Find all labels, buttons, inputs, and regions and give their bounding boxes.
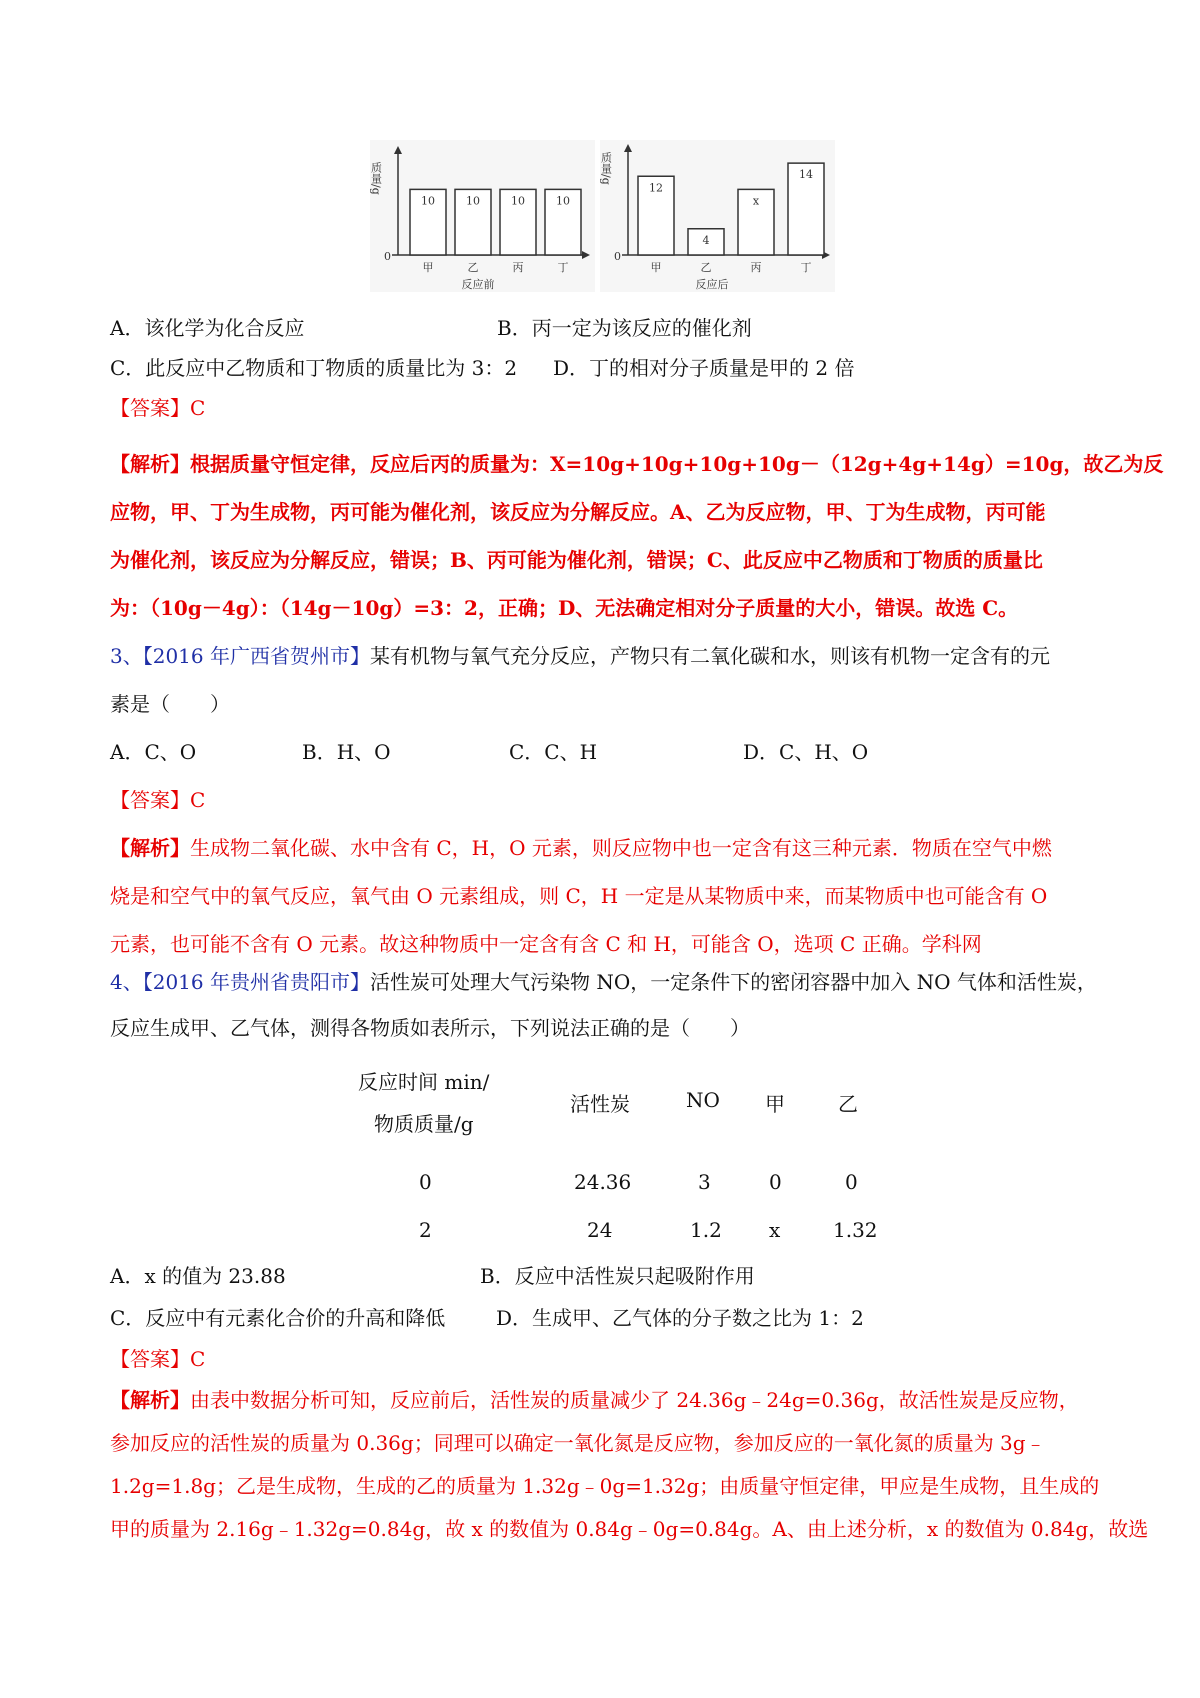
q3-option-a: A．C、O	[110, 740, 197, 764]
q3-analysis-line: 元素，也可能不含有 O 元素。故这种物质中一定含有含 C 和 H，可能含 O，选项 C 正确。学科网	[110, 932, 982, 956]
q3-stem-line: 素是（ ）	[110, 692, 230, 716]
q4-stem-line: 反应生成甲、乙气体，测得各物质如表所示，下列说法正确的是（ ）	[110, 1016, 750, 1040]
table-col-header: 活性炭	[570, 1092, 630, 1116]
chart-xlabel: 反应前	[461, 278, 495, 291]
q3-number: 3、	[110, 644, 143, 668]
bar-chart-after	[600, 140, 835, 292]
table-col-header: NO	[686, 1088, 720, 1112]
category-label: 乙	[700, 261, 712, 274]
table-cell: x	[769, 1218, 781, 1242]
q3-stem: 某有机物与氧气充分反应，产物只有二氧化碳和水，则该有机物一定含有的元	[370, 644, 1050, 668]
table-cell: 0	[419, 1170, 432, 1194]
q3-option-c: C．C、H	[509, 740, 598, 764]
category-label: 甲	[650, 261, 662, 274]
q3-source: 【2016 年广西省贺州市】	[142, 644, 370, 668]
analysis-tag: 【解析】	[110, 452, 190, 476]
table-header: 反应时间 min/	[358, 1070, 490, 1094]
q2-analysis-line: 应物，甲、丁为生成物，丙可能为催化剂，该反应为分解反应。A、乙为反应物，甲、丁为生成物，丙可能	[110, 500, 1046, 524]
q3-analysis-line	[110, 832, 1052, 861]
table-col-header: 甲	[765, 1092, 785, 1116]
q4-number: 4、	[110, 970, 143, 994]
q2-analysis-line: 为催化剂，该反应为分解反应，错误；B、丙可能为催化剂，错误；C、此反应中乙物质和丁物质的质量比	[110, 548, 1043, 572]
bar-value-label: 14	[799, 168, 813, 182]
analysis-text: 由表中数据分析可知，反应前后，活性炭的质量减少了 24.36g﹣24g=0.36g，故活性炭是反应物，	[190, 1388, 1079, 1412]
category-label: 丁	[800, 261, 812, 274]
bar-value-label: 10	[556, 194, 570, 208]
q3-option-d: D．C、H、O	[743, 740, 869, 764]
q2-analysis-line	[110, 448, 1163, 477]
table-col-header: 乙	[838, 1092, 858, 1116]
table-cell: 0	[845, 1170, 858, 1194]
q4-option-a: A．x 的值为 23.88	[110, 1264, 286, 1288]
category-label: 丁	[557, 261, 569, 274]
category-label: 乙	[467, 261, 479, 274]
category-label: 丙	[750, 261, 762, 274]
chart-zero: 0	[614, 250, 621, 263]
q2-option-a: A．该化学为化合反应	[110, 316, 305, 340]
table-cell: 1.2	[690, 1218, 722, 1242]
chart-xlabel: 反应后	[695, 278, 729, 291]
chart-ylabel: 质量/g	[600, 152, 613, 185]
chart-zero: 0	[384, 250, 391, 263]
q2-answer: 【答案】C	[110, 396, 206, 420]
table-cell: 3	[698, 1170, 711, 1194]
q4-analysis-line: 参加反应的活性炭的质量为 0.36g；同理可以确定一氧化氮是反应物，参加反应的一氧化氮的质量为 3g﹣	[110, 1431, 1046, 1455]
q4-stem-line	[110, 966, 1097, 995]
q3-stem-line	[110, 640, 1050, 669]
q3-analysis-line: 烧是和空气中的氧气反应，氧气由 O 元素组成，则 C，H 一定是从某物质中来，而某物质中也可能含有 O	[110, 884, 1048, 908]
q4-analysis-line: 1.2g=1.8g；乙是生成物，生成的乙的质量为 1.32g﹣0g=1.32g；由质量守恒定律，甲应是生成物，且生成的	[110, 1474, 1100, 1498]
table-cell: 0	[769, 1170, 782, 1194]
q4-stem: 活性炭可处理大气污染物 NO，一定条件下的密闭容器中加入 NO 气体和活性炭，	[370, 970, 1097, 994]
bar-value-label: 10	[421, 194, 435, 208]
q4-answer: 【答案】C	[110, 1347, 206, 1371]
bar-value-label: 4	[702, 233, 710, 247]
q4-option-d: D．生成甲、乙气体的分子数之比为 1：2	[496, 1306, 864, 1330]
analysis-tag: 【解析】	[110, 836, 190, 860]
q3-answer: 【答案】C	[110, 788, 206, 812]
q2-analysis-line: 为：（10g－4g）：（14g－10g）=3：2，正确；D、无法确定相对分子质量的大小，错误。故选 C。	[110, 596, 1019, 620]
analysis-text: 根据质量守恒定律，反应后丙的质量为：X=10g+10g+10g+10g－（12g+4g+14g）=10g，故乙为反	[190, 452, 1164, 476]
bar-chart-before	[370, 140, 595, 292]
table-cell: 24.36	[574, 1170, 632, 1194]
analysis-text: 生成物二氧化碳、水中含有 C，H，O 元素，则反应物中也一定含有这三种元素．物质在空气中燃	[190, 836, 1052, 860]
q2-option-c: C．此反应中乙物质和丁物质的质量比为 3：2	[110, 356, 518, 380]
q4-source: 【2016 年贵州省贵阳市】	[142, 970, 370, 994]
q2-option-d: D．丁的相对分子质量是甲的 2 倍	[553, 356, 855, 380]
q4-option-b: B．反应中活性炭只起吸附作用	[480, 1264, 755, 1288]
category-label: 甲	[422, 261, 434, 274]
q4-analysis-line	[110, 1384, 1079, 1413]
chart-ylabel: 质量/g	[370, 162, 383, 195]
table-cell: 2	[419, 1218, 432, 1242]
table-cell: 24	[587, 1218, 613, 1242]
table-cell: 1.32	[833, 1218, 878, 1242]
analysis-tag: 【解析】	[110, 1388, 190, 1412]
q2-option-b: B．丙一定为该反应的催化剂	[497, 316, 752, 340]
bar-value-label: 12	[649, 181, 663, 195]
category-label: 丙	[512, 261, 524, 274]
bar-value-label: x	[752, 194, 760, 208]
q4-option-c: C．反应中有元素化合价的升高和降低	[110, 1306, 446, 1330]
q4-analysis-line: 甲的质量为 2.16g﹣1.32g=0.84g，故 x 的数值为 0.84g﹣0g=0.84g。A、由上述分析，x 的数值为 0.84g，故选	[110, 1517, 1149, 1541]
bar-value-label: 10	[511, 194, 525, 208]
q3-option-b: B．H、O	[302, 740, 391, 764]
table-header: 物质质量/g	[374, 1112, 474, 1136]
bar-value-label: 10	[466, 194, 480, 208]
